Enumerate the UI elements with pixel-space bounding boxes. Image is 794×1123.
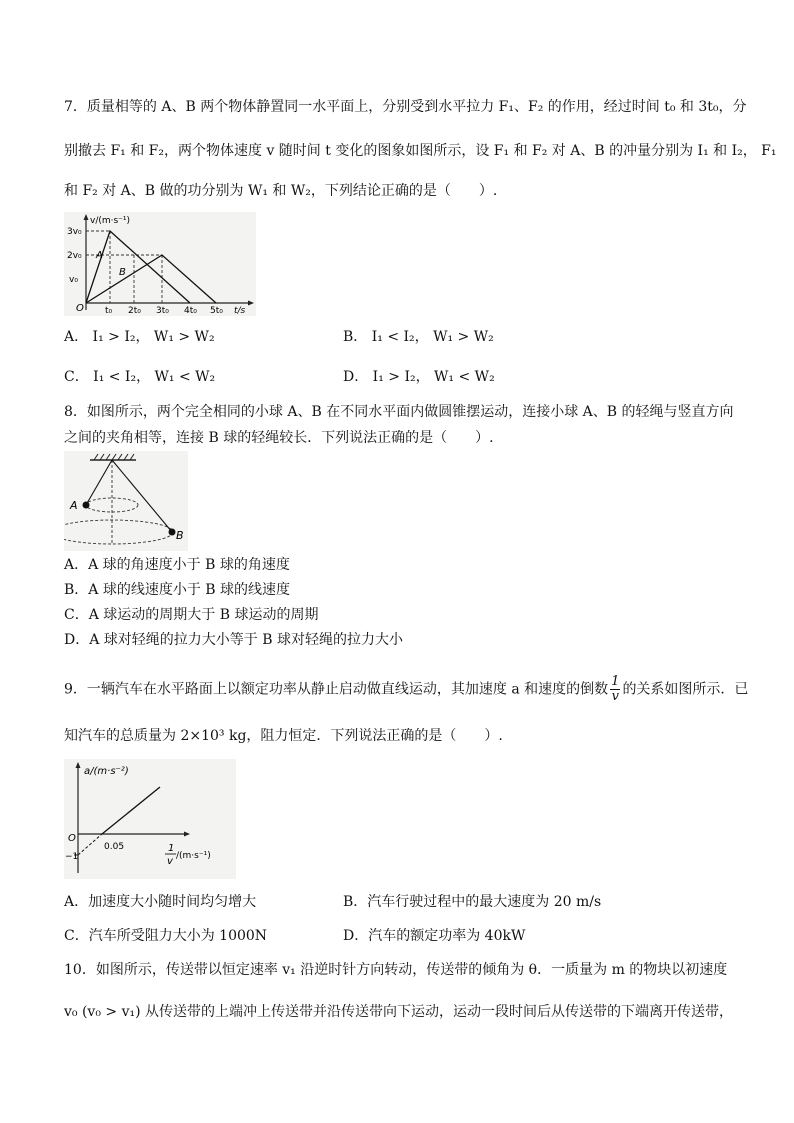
q9-xlabel-num: 1 [168, 843, 175, 854]
q9-fraction-1-over-v [610, 675, 620, 704]
q7-xtick-3t0: 3t₀ [156, 306, 169, 316]
q9-x-arrow [184, 832, 190, 837]
q7-option-c: C． I₁ < I₂， W₁ < W₂ [64, 369, 216, 385]
q10-text-line1: 10．如图所示，传送带以恒定速率 v₁ 沿逆时针方向转动，传送带的倾角为 θ．一质量为 m 的物块以初速度 [64, 962, 728, 978]
q8-text-line2: 之间的夹角相等，连接 B 球的轻绳较长．下列说法正确的是（ ）. [64, 430, 494, 446]
q8-circle-b [64, 520, 173, 544]
q8-option-b: B．A 球的线速度小于 B 球的线速度 [64, 582, 291, 598]
q7-origin: O [76, 303, 84, 314]
q7-xtick-4t0: 4t₀ [184, 306, 197, 316]
q7-vt-graph [64, 212, 256, 316]
q9-xlabel-den: v [167, 856, 173, 867]
q9-xtick-label: 0.05 [104, 842, 125, 852]
q7-x-arrow [248, 301, 254, 306]
q8-ball-b [169, 529, 176, 536]
q7-text-line3: 和 F₂ 对 A、B 做的功分别为 W₁ 和 W₂，下列结论正确的是（ ）. [64, 183, 498, 199]
q7-label-a: A [96, 250, 103, 261]
q7-ylabel: v/(m·s⁻¹) [90, 216, 131, 226]
q7-text-line2: 别撤去 F₁ 和 F₂，两个物体速度 v 随时间 t 变化的图象如图所示，设 F₁ 和 F₂ 对 A、B 的冲量分别为 I₁ 和 I₂， F₁ [64, 143, 777, 159]
q7-xtick-t0: t₀ [105, 306, 113, 316]
q7-ytick-v0: v₀ [69, 275, 78, 285]
q9-text-line1-post: 的关系如图所示．已 [622, 681, 749, 698]
q9-text-line1-pre: 9．一辆汽车在水平路面上以额定功率从静止启动做直线运动，其加速度 a 和速度的倒数 [64, 681, 609, 698]
q9-text-line1 [64, 675, 748, 704]
q10-text-line2: v₀ (v₀ > v₁) 从传送带的上端冲上传送带并沿传送带向下运动，运动一段时间后从传送带的下端离开传送带， [64, 1004, 734, 1020]
q8-option-a: A．A 球的角速度小于 B 球的角速度 [64, 557, 290, 573]
q7-xtick-2t0: 2t₀ [128, 306, 141, 316]
q9-option-a: A．加速度大小随时间均匀增大 [64, 894, 257, 910]
q9-line-extension [78, 834, 102, 855]
q9-y-arrow [76, 762, 81, 768]
q9-ylabel: a/(m·s⁻²) [84, 766, 129, 777]
q9-yneg-label: −1 [65, 852, 79, 862]
q7-line-b [86, 255, 216, 303]
q9-option-b: B．汽车行驶过程中的最大速度为 20 m/s [343, 894, 602, 910]
q9-option-c: C．汽车所受阻力大小为 1000N [64, 928, 268, 944]
q7-option-b: B． I₁ < I₂， W₁ > W₂ [343, 329, 494, 345]
q8-label-a: A [70, 499, 78, 512]
q8-string-a [86, 460, 112, 505]
q9-xlabel-unit: /(m·s⁻¹) [176, 851, 211, 861]
q9-origin: O [68, 833, 76, 844]
q9-line [102, 787, 160, 834]
q7-line-a [86, 231, 190, 303]
q9-text-line2: 知汽车的总质量为 2×10³ kg，阻力恒定．下列说法正确的是（ ）. [64, 728, 503, 744]
q7-text-line1: 7．质量相等的 A、B 两个物体静置同一水平面上，分别受到水平拉力 F₁、F₂ 的作用，经过时间 t₀ 和 3t₀，分 [64, 99, 747, 115]
q7-label-b: B [119, 267, 126, 278]
q8-option-c: C．A 球运动的周期大于 B 球运动的周期 [64, 607, 319, 623]
q8-ceiling-hatch [94, 454, 134, 460]
q7-option-a: A． I₁ > I₂， W₁ > W₂ [64, 329, 215, 345]
q7-ytick-3v0: 3v₀ [67, 227, 82, 237]
q7-xlabel: t/s [234, 306, 246, 316]
q7-xtick-5t0: 5t₀ [210, 306, 223, 316]
q8-conical-pendulum-figure [64, 451, 188, 551]
q7-ytick-2v0: 2v₀ [67, 251, 82, 261]
q8-text-line1: 8．如图所示，两个完全相同的小球 A、B 在不同水平面内做圆锥摆运动，连接小球 A、B 的轻绳与竖直方向 [64, 404, 734, 420]
q9-fraction-num: 1 [611, 674, 620, 689]
q8-ball-a [83, 502, 90, 509]
q9-fraction-den: v [611, 689, 619, 704]
q9-option-d: D．汽车的额定功率为 40kW [343, 928, 526, 944]
q7-y-arrow [84, 214, 89, 220]
q7-option-d: D． I₁ > I₂， W₁ < W₂ [343, 369, 495, 385]
q9-a-vs-inverse-v-graph [64, 759, 236, 879]
q8-label-b: B [176, 529, 184, 542]
q8-option-d: D．A 球对轻绳的拉力大小等于 B 球对轻绳的拉力大小 [64, 632, 403, 648]
